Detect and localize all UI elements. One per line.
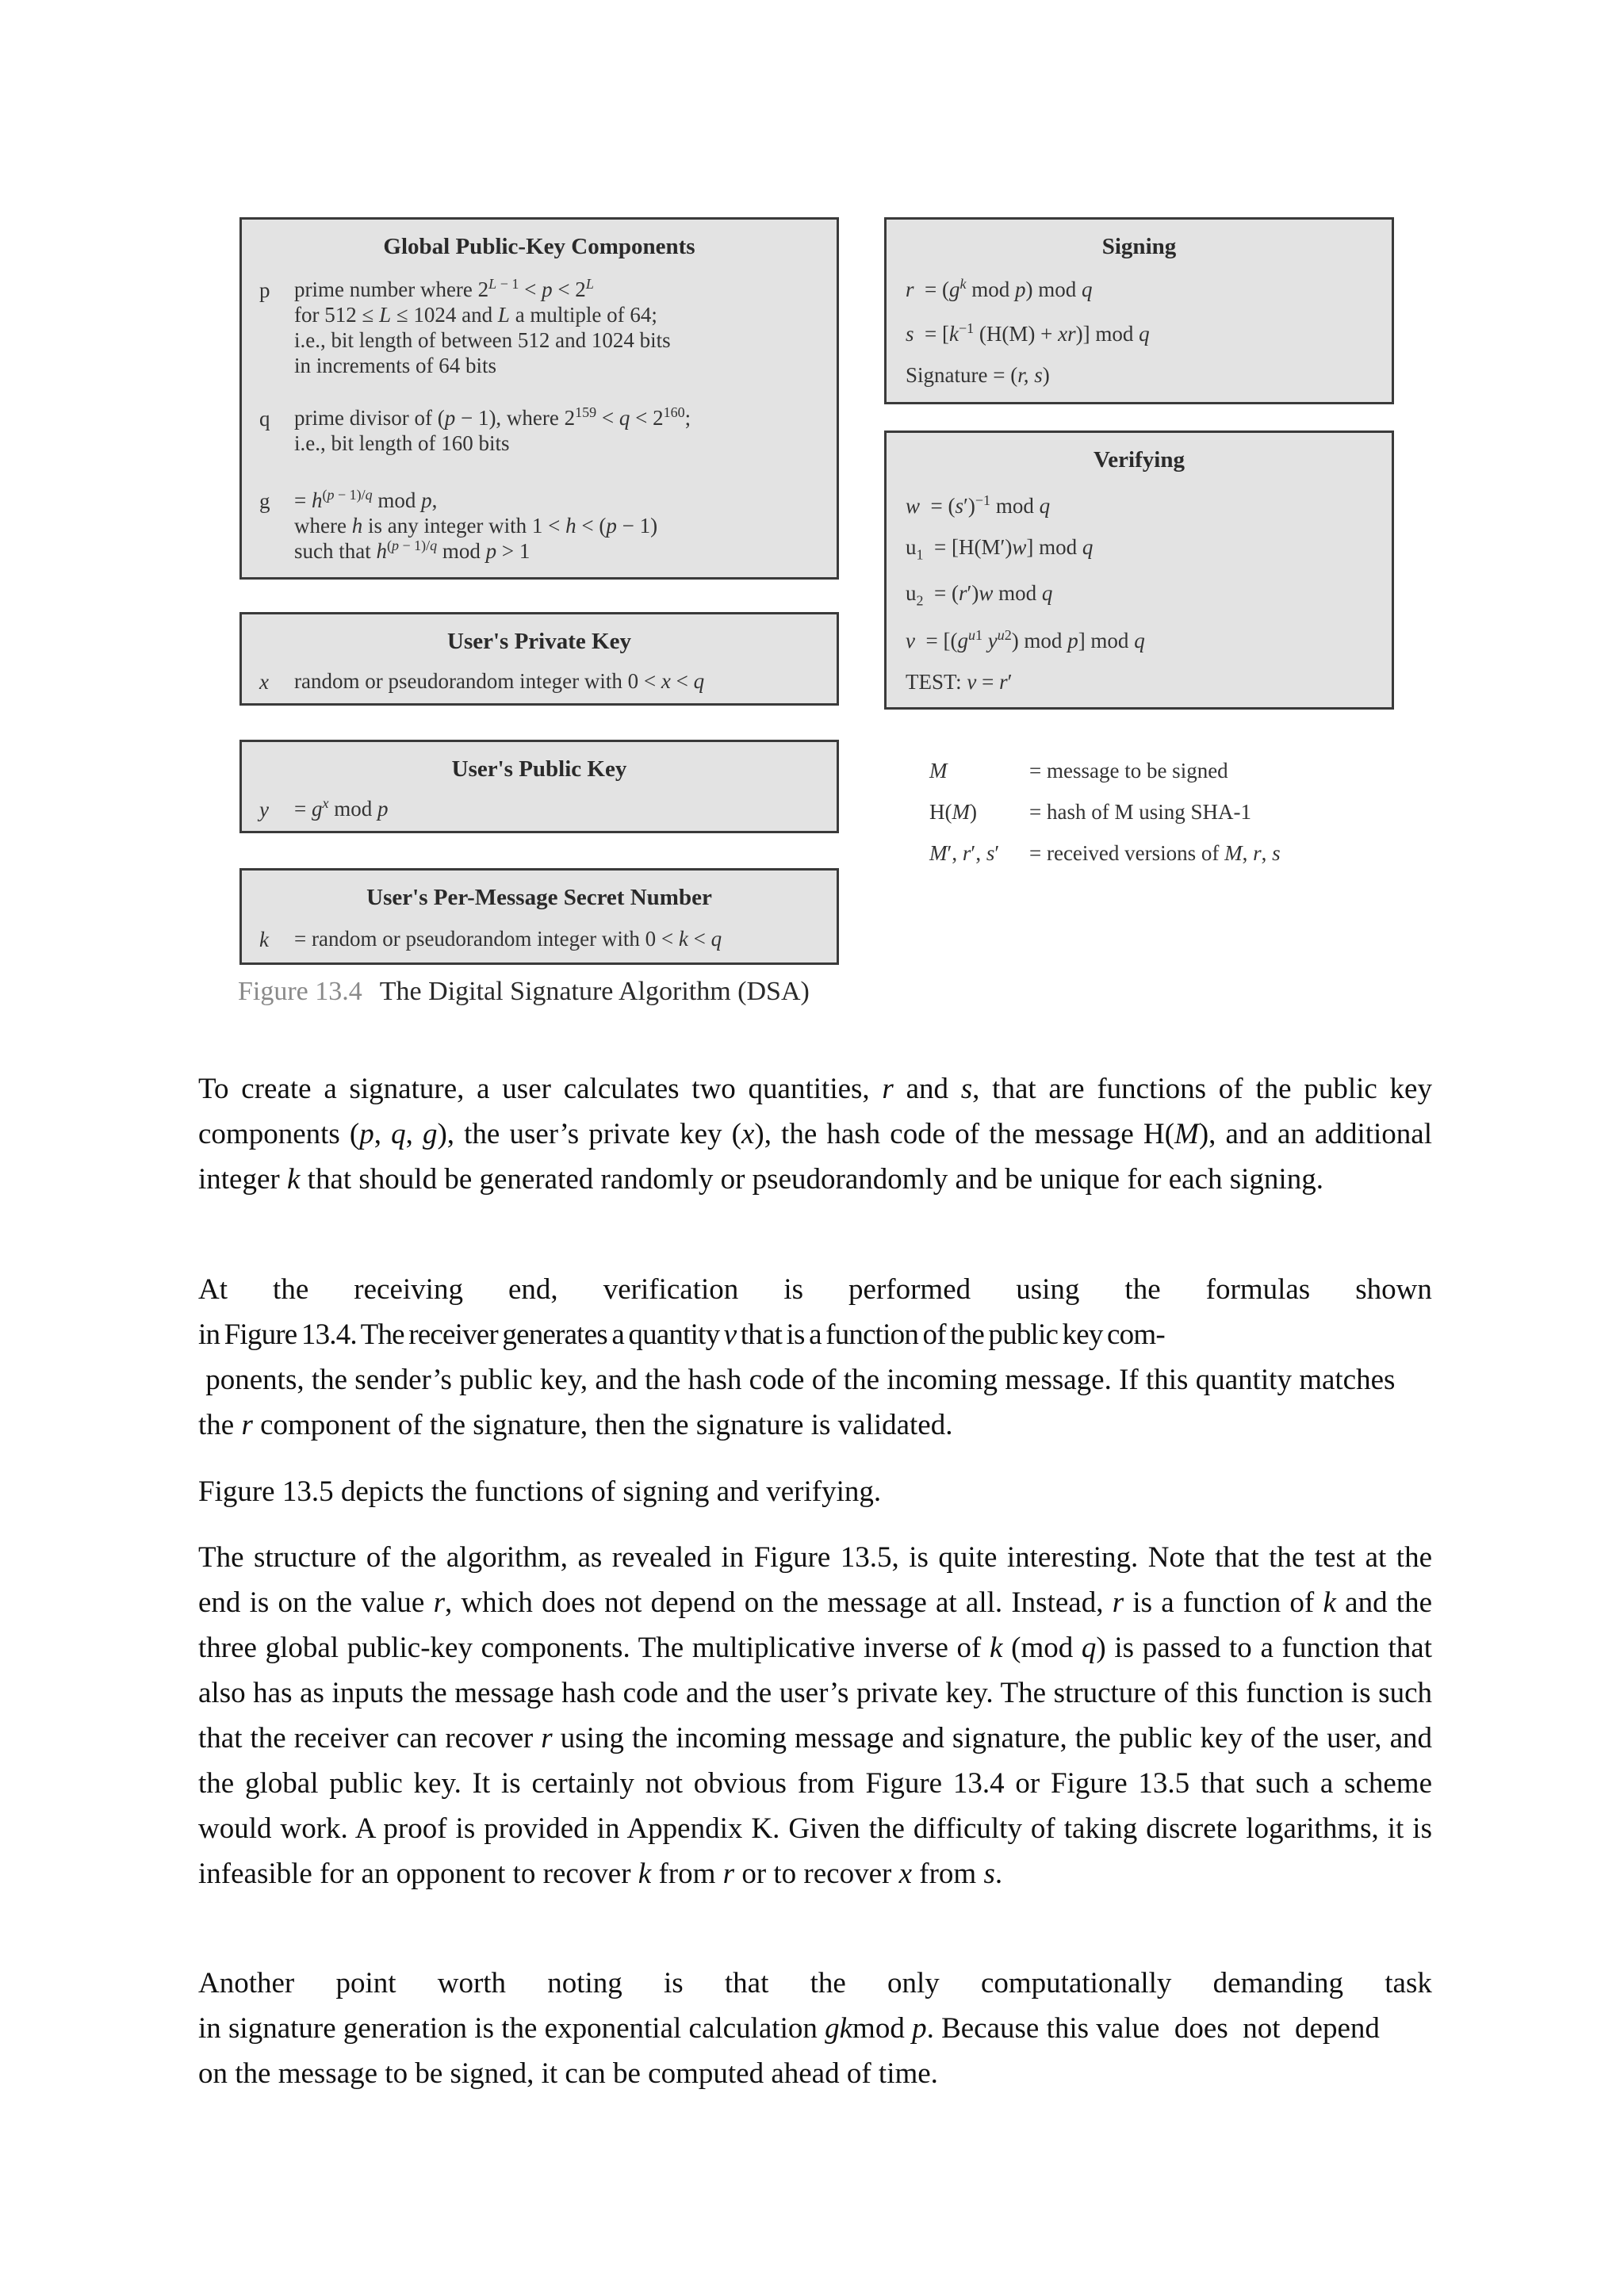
figure-caption (238, 977, 810, 1007)
secret-box-title: User's Per-Message Secret Number (366, 885, 712, 910)
k-label: k (259, 928, 269, 951)
verifying-box-title: Verifying (1094, 447, 1185, 473)
private-box-title: User's Private Key (447, 629, 631, 654)
paragraph-2-first-line: At the receiving end, verification is performed using the formulas shown (198, 1273, 1432, 1306)
public-key-box (239, 740, 839, 833)
g-line-2: where h is any integer with 1 < h < (p − 1) (294, 514, 658, 538)
legend-sym-1: M (929, 759, 948, 783)
g-line-3: such that $h^{(p - 1)/q}$ mod p > 1 (294, 538, 530, 563)
private-key-box (239, 612, 839, 706)
verify-u1-line: $u_1 = [H(M')w]$ mod q (906, 535, 1094, 563)
x-definition: random or pseudorandom integer with 0 < x < q (294, 669, 705, 693)
g-label: g (259, 489, 270, 513)
signature-line: Signature = (r, s) (906, 363, 1050, 387)
verify-test-line: TEST: v = r′ (906, 670, 1013, 694)
verify-v-line: $v = [(g^{u1}$ $y^{u2}$) mod p] mod q (906, 627, 1145, 652)
q-line-2: i.e., bit length of 160 bits (294, 431, 510, 455)
paragraph-2: At the receiving end, verification is performed using the formulas shown in Figure 13.4. The receiver generates a quantity v that is a function of the public key com- ponents, the sender’s public key, and the hash code of the incoming message. If this quantity matches the r component of the signature, then the signature is validated. (198, 1267, 1432, 1448)
verifying-box (884, 430, 1394, 710)
y-label: y (259, 798, 269, 821)
q-line-1: prime divisor of (p − 1), where $2^{159} < q < 2^{160}$; (294, 404, 691, 430)
public-box-title: User's Public Key (451, 756, 627, 782)
g-line-1: = $h^{(p - 1)/q}$ mod p, (294, 487, 438, 512)
y-definition: = $g^x$ mod p (294, 795, 389, 821)
signing-r-line: $r = (g^k$ mod p) mod q (906, 276, 1093, 301)
caption-text: The Digital Signature Algorithm (DSA) (379, 977, 810, 1006)
legend-sym-2: H(M) (929, 800, 977, 824)
p-label: p (259, 278, 270, 302)
k-definition: = random or pseudorandom integer with 0 < k < q (294, 927, 722, 951)
paragraph-5-first-line: Another point worth noting is that the only computationally demanding task (198, 1967, 1432, 1999)
global-box-title: Global Public-Key Components (383, 234, 695, 259)
p-line-2: for 512 ≤ L ≤ 1024 and L a multiple of 64; (294, 303, 657, 327)
signing-box (884, 217, 1394, 404)
legend-def-1: = message to be signed (1029, 759, 1228, 783)
paragraph-4: The structure of the algorithm, as revealed in Figure 13.5, is quite interesting. Note that the test at the end is on the value r, which does not depend on the message at all. Instead, r is a function of k and the three global public-key components. The multiplicative inverse of k (mod q) is passed to a function that also has as inputs the message hash code and the user’s private key. The structure of this function is such that the receiver can recover r using the incoming message and signature, the public key of the user, and the global public key. It is certainly not obvious from Figure 13.4 or Figure 13.5 that such a scheme would work. A proof is provided in Appendix K. Given the difficulty of taking discrete logarithms, it is infeasible for an opponent to recover k from r or to recover x from s. (198, 1541, 1433, 1890)
paragraph-5: Another point worth noting is that the only computationally demanding task in signature generation is the exponential calculation gkmod p. Because this value does not depend on the message to be signed, it can be computed ahead of time. (198, 1961, 1432, 2096)
p-line-1: prime number where $2^{L - 1} < p < 2^L$ (294, 276, 594, 301)
legend-def-3: = received versions of M, r, s (1029, 841, 1281, 865)
legend-def-2: = hash of M using SHA-1 (1029, 800, 1251, 824)
x-label: x (259, 670, 269, 694)
verify-u2-line: $u_2 = (r')w$ mod q (906, 581, 1053, 609)
paragraph-3: Figure 13.5 depicts the functions of signing and verifying. (198, 1475, 882, 1508)
signing-s-line: $s = [k^{-1}$ (H(M) + xr)] mod q (906, 320, 1150, 346)
caption-number: Figure 13.4 (238, 977, 362, 1006)
q-label: q (259, 407, 270, 430)
p-line-4: in increments of 64 bits (294, 354, 496, 377)
verify-w-line: $w = (s')^{-1}$ mod q (906, 492, 1051, 518)
signing-box-title: Signing (1101, 234, 1177, 259)
legend-sym-3: M′, r′, s′ (929, 841, 1000, 865)
global-public-key-box (239, 217, 839, 580)
secret-number-box (239, 868, 839, 965)
p-line-3: i.e., bit length of between 512 and 1024 bits (294, 328, 671, 352)
paragraph-1: To create a signature, a user calculates two quantities, r and s, that are functions of the public key components (p, q, g), the user’s private key (x), the hash code of the message H(M), and an additional integer k that should be generated randomly or pseudorandomly and be unique for each signing. (198, 1073, 1433, 1196)
